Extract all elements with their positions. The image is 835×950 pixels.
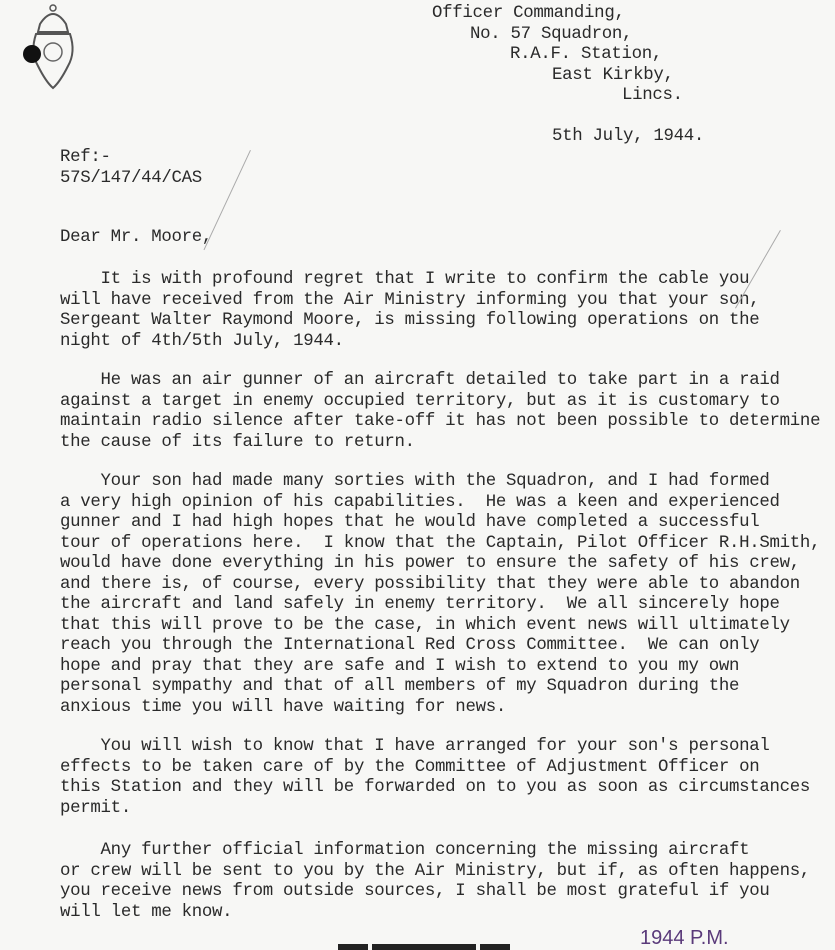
text-line: effects to be taken care of by the Committee of Adjustment Officer on [60, 757, 760, 777]
text-line: gunner and I had high hopes that he would have completed a successful [60, 513, 760, 532]
text-line: or crew will be sent to you by the Air Ministry, but if, as often happens, [60, 861, 811, 881]
text-line: would have done everything in his power to ensure the safety of his crew, [60, 554, 800, 573]
ref-number: 57S/147/44/CAS [60, 168, 202, 188]
text-line: It is with profound regret that I write to confirm the cable you [60, 270, 750, 289]
pencil-mark [204, 150, 251, 250]
postmark-stamp: 1944 P.M. [640, 927, 729, 949]
text-line: will have received from the Air Ministry informing you that your son, [60, 290, 760, 310]
text-line: this Station and they will be forwarded on to you as soon as circumstances [60, 778, 811, 797]
sender-address [432, 4, 683, 107]
text-line: anxious time you will have waiting for news. [60, 697, 506, 717]
reference [60, 148, 202, 189]
text-line: will let me know. [60, 902, 233, 922]
text-line: You will wish to know that I have arranged for your son's personal [60, 737, 770, 756]
letter-date [552, 127, 704, 148]
address-line: Officer Commanding, [432, 4, 625, 23]
text-line: and there is, of course, every possibility that they were able to abandon [60, 574, 800, 594]
text-line: Your son had made many sorties with the Squadron, and I had formed [60, 472, 770, 491]
paragraph [60, 371, 820, 453]
address-line: Lincs. [622, 86, 683, 105]
text-line: reach you through the International Red Cross Committee. We can only [60, 636, 760, 655]
text-line: permit. [60, 798, 131, 818]
text-line: you receive news from outside sources, I shall be most grateful if you [60, 882, 770, 901]
ref-label: Ref:- [60, 148, 111, 167]
text-line: the aircraft and land safely in enemy territory. We all sincerely hope [60, 595, 780, 614]
address-line: R.A.F. Station, [510, 45, 663, 64]
paragraph [60, 841, 810, 923]
paragraph [60, 270, 759, 352]
text-line: the cause of its failure to return. [60, 432, 415, 452]
text-line: a very high opinion of his capabilities. He was a keen and experienced [60, 492, 780, 512]
text-line: Sergeant Walter Raymond Moore, is missing following operations on the [60, 311, 760, 330]
address-line: East Kirkby, [552, 65, 674, 85]
text-line: tour of operations here. I know that the Captain, Pilot Officer R.H.Smith, [60, 533, 821, 553]
address-line: No. 57 Squadron, [470, 24, 633, 44]
text-line: night of 4th/5th July, 1944. [60, 331, 344, 351]
text-line: against a target in enemy occupied territory, but as it is customary to [60, 391, 780, 411]
text-line: Any further official information concerning the missing aircraft [60, 841, 750, 860]
salutation-text: Dear Mr. Moore, [60, 228, 213, 247]
royal-crest-logo [22, 2, 84, 90]
text-line: hope and pray that they are safe and I wish to extend to you my own [60, 656, 740, 676]
paragraph [60, 472, 820, 718]
salutation [60, 228, 212, 249]
text-line: that this will prove to be the case, in which event news will ultimately [60, 615, 790, 635]
date-text: 5th July, 1944. [552, 127, 705, 146]
text-line: personal sympathy and that of all members of my Squadron during the [60, 677, 740, 696]
paragraph [60, 737, 810, 819]
text-line: He was an air gunner of an aircraft detailed to take part in a raid [60, 371, 780, 390]
text-line: maintain radio silence after take-off it has not been possible to determine [60, 412, 821, 431]
